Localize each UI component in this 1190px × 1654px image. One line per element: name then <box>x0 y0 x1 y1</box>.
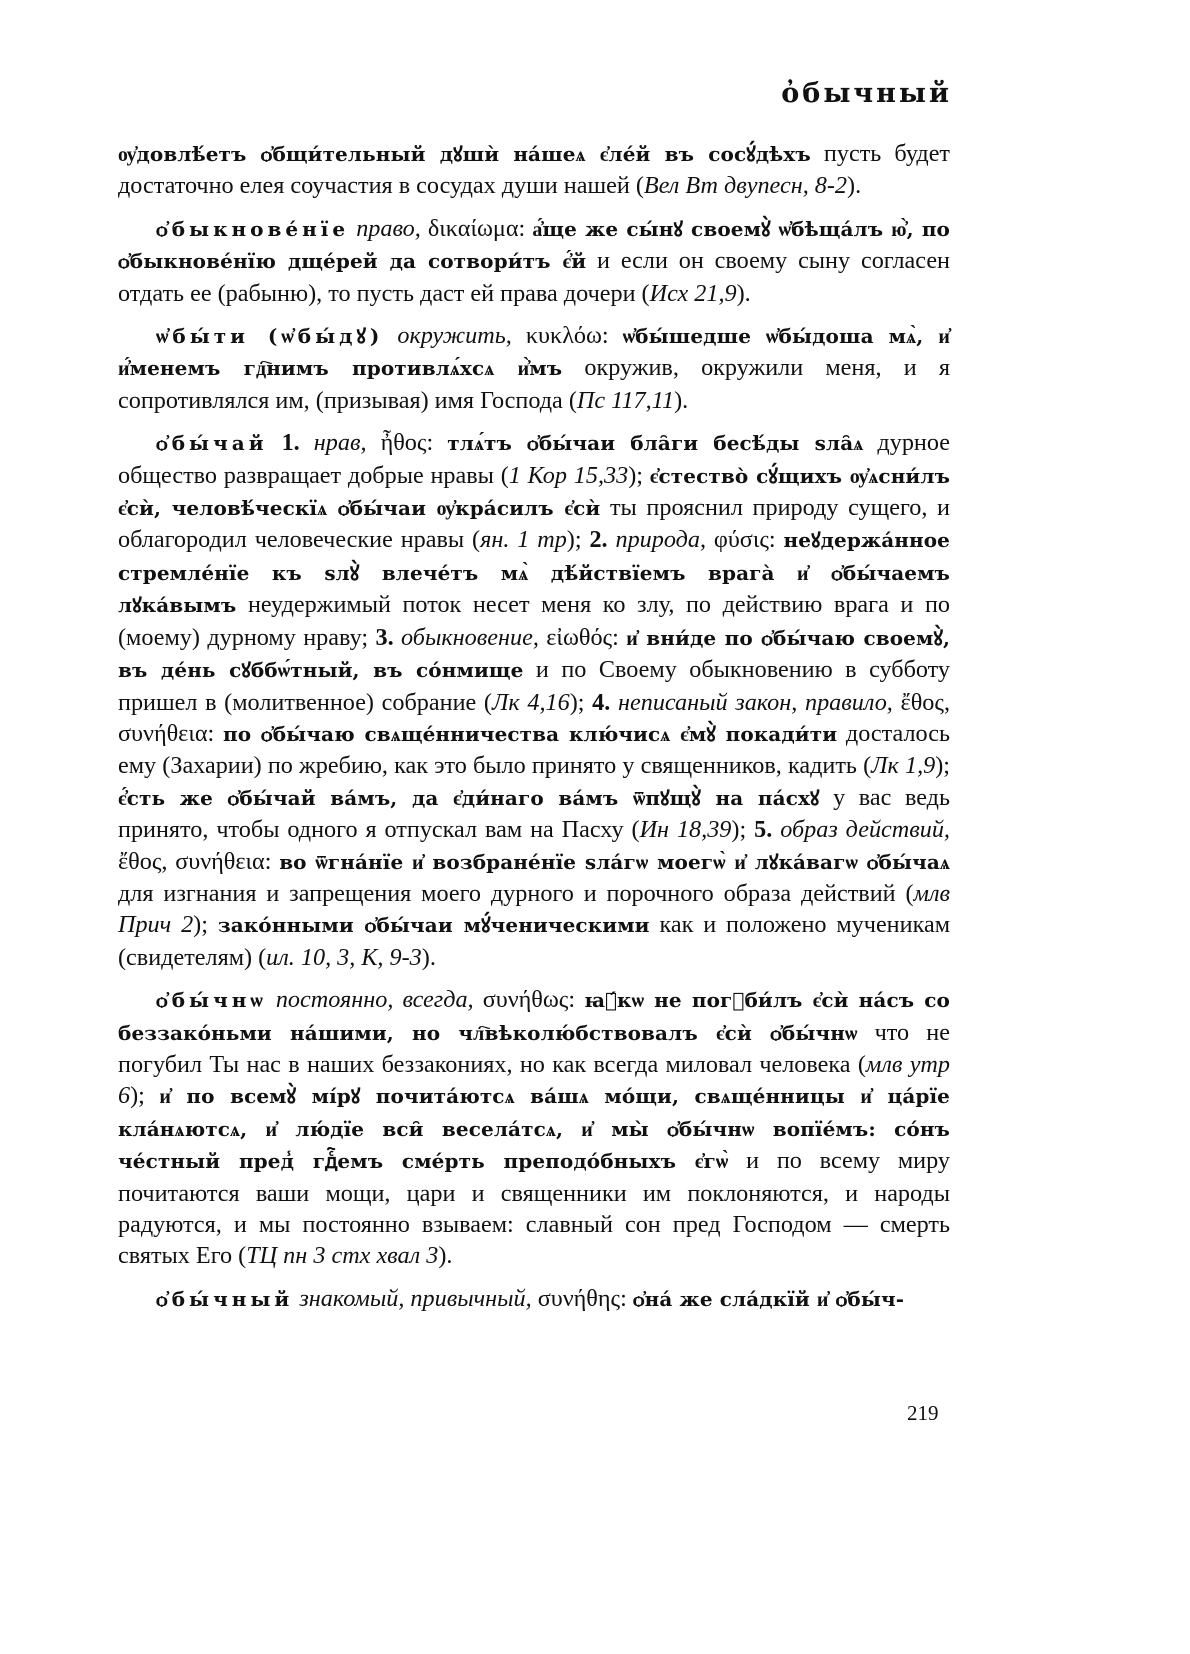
translation-text: и по Своему обыкновению в субботу пришел в (молитвенное) собрание ( <box>118 656 950 716</box>
greek-equivalent: συνήθως: <box>473 986 585 1014</box>
source-reference: ил. 10, 3, К, 9-3 <box>266 943 422 971</box>
greek-equivalent: ἔθος, συνήθεια: <box>118 688 950 747</box>
source-reference: млв Прич 2 <box>118 879 950 939</box>
sense-gloss: образ действий, <box>780 816 950 844</box>
headword: ѻ҆бы́чай <box>156 431 268 456</box>
translation-text: и если он своему сыну согласен отдать ее (рабыню), то пусть даст ей права дочери ( <box>118 247 951 307</box>
church-slavonic-quote: по ѻ҆бы́чаю свѧще́нничества клю́чисѧ є҆мꙋ̀ покади́ти <box>222 721 838 746</box>
headword: ѻ҆быкнове́нїе <box>156 216 350 241</box>
greek-equivalent: φύσις: <box>706 526 784 554</box>
sense-number: 5. <box>754 816 781 844</box>
closing-punctuation: ). <box>847 172 862 200</box>
church-slavonic-quote: а҆́ще же сы́нꙋ своемꙋ̀ ѡ҆бѣща́лъ ю҆̀, по ѻ҆быкнове́нїю дще́рей да сотвори́тъ є҆́й <box>118 216 950 274</box>
translation-text: досталось ему (Захарии) по жребию, как это было принято у священников, кадить ( <box>118 719 950 780</box>
sense-gloss: окружить, <box>383 322 512 350</box>
translation-text: и по всему миру почитаются ваши мощи, цари и священники им поклоняются, и народы радуются, и мы постоянно взываем: славный сон пред Господом — смерть святых Его ( <box>118 1147 950 1270</box>
church-slavonic-quote: тлѧ́тъ ѻ҆бы́чаи бла̑ги бесѣ́ды ѕла̑ѧ <box>447 431 864 456</box>
entry-continuation <box>118 138 950 202</box>
closing-punctuation: ); <box>566 526 590 554</box>
source-reference: ян. 1 тр <box>480 526 567 554</box>
headword: ѻ҆бы́чный <box>156 1286 294 1311</box>
translation-text: как и положено мученикам (свидетелям) ( <box>118 911 950 971</box>
translation-text: неудержимый поток несет меня ко злу, по действию врага и по (моему) дурному нраву; <box>118 591 950 651</box>
sense-number: 2. <box>589 526 616 554</box>
greek-equivalent: κυκλόω: <box>511 322 623 350</box>
closing-punctuation: ); <box>130 1082 160 1110</box>
church-slavonic-quote: є҆стество̀ сꙋ́щихъ ѹ҆ѧсни́лъ є҆сѝ, человѣ́ческїѧ ѻ҆бы́чаи ѹ҆кра́силъ є҆сѝ <box>118 463 951 521</box>
greek-equivalent: ἦθος: <box>366 429 448 457</box>
page-number: 219 <box>907 1401 939 1425</box>
greek-equivalent: δικαίωμα: <box>420 214 533 242</box>
closing-punctuation: ); <box>193 911 218 939</box>
sense-number: 1. <box>267 429 314 457</box>
closing-punctuation: ). <box>421 943 436 971</box>
closing-punctuation: ); <box>569 688 593 716</box>
closing-punctuation: ). <box>438 1242 453 1270</box>
page-body <box>118 138 950 1326</box>
church-slavonic-quote: зако́нными ѻ҆бы́чаи мꙋ́ченическими <box>217 913 650 938</box>
translation-text: у вас ведь принято, чтобы одного я отпускал вам на Пасху ( <box>118 783 951 844</box>
sense-gloss: знакомый, привычный, <box>293 1284 532 1312</box>
church-slavonic-quote: ꙗ҆́кѡ не погꙋби́лъ є҆сѝ на́съ со беззако́ньми на́шими, но чл҇вѣколю́бствовалъ є҆сѝ ѻ҆бы́чнѡ <box>118 988 950 1045</box>
sense-gloss: постоянно, всегда, <box>266 986 474 1014</box>
source-reference: Исх 21,9 <box>649 279 737 307</box>
sense-number: 4. <box>592 688 618 716</box>
closing-punctuation: ); <box>628 461 650 489</box>
sense-gloss: природа, <box>615 526 706 554</box>
church-slavonic-quote: ѻ҆на́ же сла́дкїй и҆ ѻ҆бы́ч- <box>632 1286 905 1311</box>
headword: ѻ҆бы́чнѡ <box>156 988 267 1013</box>
entry-obyknovenie <box>118 213 950 309</box>
church-slavonic-quote: неꙋдержа́нное стремле́нїе къ ѕлꙋ̀ влече́тъ мѧ̀ дѣ́йствїемъ врага̀ и҆ ѻ҆бы́чаемъ лꙋка́вымъ <box>118 528 951 618</box>
sense-gloss: обыкновение, <box>401 623 539 651</box>
closing-punctuation: ). <box>674 386 689 414</box>
church-slavonic-quote: ѡ҆бы́шедше ѡ҆бы́доша мѧ̀, и҆ и҆́менемъ гд҇нимъ противлѧ́хсѧ и҆̀мъ <box>118 324 950 381</box>
church-slavonic-quote: во ѿгна́нїе и҆ возбране́нїе ѕла́гѡ моегѡ̀ и҆ лꙋка́вагѡ ѻ҆бы́чаѧ <box>279 849 950 874</box>
translation-text: ты прояснил природу сущего, и облагородил человеческие нравы ( <box>118 494 950 554</box>
church-slavonic-quote: и҆ вни́де по ѻ҆бы́чаю своемꙋ̀, въ де́нь сꙋббѡ́тный, въ со́нмище <box>118 625 951 683</box>
greek-equivalent: ἔθος, συνήθεια: <box>118 847 280 875</box>
entry-obyti <box>118 320 950 416</box>
source-reference: млв утр 6 <box>118 1050 950 1110</box>
church-slavonic-quote: є҆́сть же ѻ҆бы́чай ва́мъ, да є҆ди́наго ва́мъ ѿпꙋщꙋ̀ на па́схꙋ <box>118 785 820 810</box>
translation-text: что не погубил Ты нас в наших беззакониях, но как всегда миловал человека ( <box>118 1018 950 1078</box>
closing-punctuation: ); <box>731 816 755 844</box>
church-slavonic-quote: и҆ по всемꙋ̀ мі́рꙋ почита́ютсѧ ва́шѧ мо́щи, свѧще́нницы и҆ ца́рїе кла́нѧютсѧ, и҆ лю́дїе вси̑ весела́тсѧ, и҆ мы̀ ѻ҆бы́чнѡ вопїе́мъ: со́нъ че́стный пред̾ гдⷭ҇емъ сме́рть преподо́бныхъ є҆гѡ̀ <box>118 1084 950 1174</box>
source-reference: Ин 18,39 <box>639 816 732 844</box>
headword: ѡ҆бы́ти (ѡ҆бы́дꙋ) <box>156 324 384 349</box>
translation-text: окружив, окружили меня, и я сопротивлялся им, (призывая) имя Господа ( <box>118 354 950 414</box>
sense-number: 3. <box>375 623 402 651</box>
church-slavonic-quote: ѹ҆довлѣ́етъ ѻ҆бщи́тельный дꙋшѝ на́шеѧ є҆ле́й въ сосꙋ́дѣхъ <box>118 142 811 166</box>
translation-text: дурное общество развращает добрые нравы ( <box>118 429 950 489</box>
source-reference: Лк 1,9 <box>871 752 936 780</box>
source-reference: Лк 4,16 <box>492 688 570 716</box>
sense-gloss: нрав, <box>313 429 367 457</box>
sense-gloss: неписаный закон, правило, <box>617 688 893 716</box>
source-reference: Пс 117,11 <box>576 386 675 414</box>
source-reference: Вел Вт двупесн, 8-2 <box>643 172 848 200</box>
entry-obychai <box>118 427 950 973</box>
greek-equivalent: εἰωθός: <box>538 623 627 651</box>
closing-punctuation: ). <box>736 279 751 307</box>
source-reference: 1 Кор 15,33 <box>508 461 629 489</box>
source-reference: ТЦ пн 3 стх хвал 3 <box>246 1242 439 1270</box>
translation-text: для изгнания и запрещения моего дурного и порочного образа действий ( <box>118 879 914 907</box>
translation-text: пусть будет достаточно елея соучастия в сосудах души нашей ( <box>118 140 950 200</box>
entry-obychno <box>118 984 950 1272</box>
greek-equivalent: συνήθης: <box>531 1284 633 1312</box>
entry-obychnyi <box>118 1283 950 1315</box>
running-head: ὀбычный <box>781 78 952 109</box>
sense-gloss: право, <box>356 214 421 242</box>
closing-punctuation: ); <box>935 752 950 780</box>
